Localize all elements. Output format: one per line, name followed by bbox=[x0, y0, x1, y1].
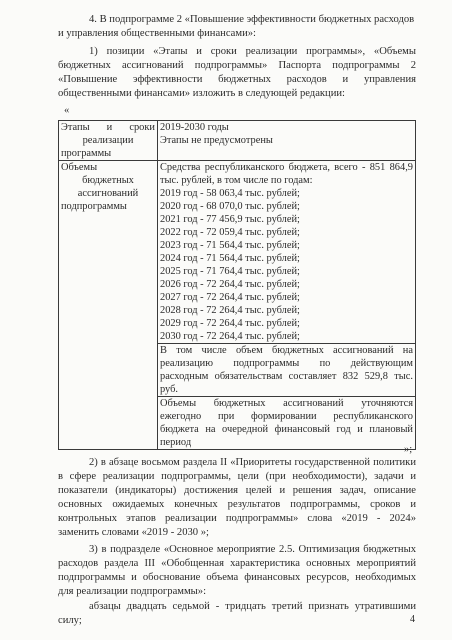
sub2-line3: показатели (индикаторы) достижения целей и решения задач, описание bbox=[58, 485, 416, 496]
sub2-line2: в сфере реализации подпрограммы, цели (при необходимости), задачи и bbox=[58, 471, 416, 482]
funding-total: тыс. рублей, в том числе по годам: bbox=[160, 175, 313, 186]
close-quote: »; bbox=[404, 444, 413, 455]
funding-note-line: период bbox=[160, 437, 192, 448]
funding-including-line: руб. bbox=[160, 384, 179, 395]
stages-period: 2019-2030 годы bbox=[160, 122, 229, 133]
funding-year: 2025 год - 71 764,4 тыс. рублей; bbox=[160, 266, 300, 277]
abz-line1: абзацы двадцать седьмой - тридцать третий признать утратившими bbox=[89, 601, 416, 612]
funding-year: 2021 год - 77 456,9 тыс. рублей; bbox=[160, 214, 300, 225]
sub2-line5: контрольных этапов реализации подпрограммы» слова «2019 - 2024» bbox=[58, 513, 416, 524]
funding-label-line: подпрограммы bbox=[61, 201, 127, 212]
funding-label-line: бюджетных bbox=[82, 175, 134, 186]
funding-value-cell bbox=[158, 161, 416, 450]
funding-note-line: ежегодно при формировании республиканского bbox=[160, 411, 413, 422]
stages-note: Этапы не предусмотрены bbox=[160, 135, 273, 146]
funding-year: 2028 год - 72 264,4 тыс. рублей; bbox=[160, 305, 300, 316]
sub3-line2: расходов раздела III «Обобщенная характеристика основных мероприятий bbox=[58, 558, 416, 569]
funding-year: 2020 год - 68 070,0 тыс. рублей; bbox=[160, 201, 300, 212]
funding-including-line: В том числе объем бюджетных ассигнований на bbox=[160, 345, 413, 356]
funding-label-line: Объемы bbox=[61, 162, 98, 173]
funding-total: Средства республиканского бюджета, всего - 851 864,9 bbox=[160, 162, 413, 173]
funding-year: 2023 год - 71 564,4 тыс. рублей; bbox=[160, 240, 300, 251]
sub2-line6: заменить словами «2019 - 2030 »; bbox=[58, 527, 209, 538]
sub1-line3: «Повышение эффективности бюджетных расходов и управления bbox=[58, 74, 416, 85]
funding-note-line: Объемы бюджетных ассигнований уточняются bbox=[160, 398, 413, 409]
page-number: 4 bbox=[410, 614, 415, 625]
stages-value-cell bbox=[158, 121, 416, 161]
funding-year: 2029 год - 72 264,4 тыс. рублей; bbox=[160, 318, 300, 329]
sub1-line4: общественными финансами» изложить в следующей редакции: bbox=[58, 88, 345, 99]
sub2-line4: основных ожидаемых конечных результатов подпрограммы, сроков и bbox=[58, 499, 416, 510]
funding-year: 2022 год - 72 059,4 тыс. рублей; bbox=[160, 227, 300, 238]
sub1-line1: 1) позиции «Этапы и сроки реализации программы», «Объемы bbox=[89, 46, 416, 57]
table-row bbox=[59, 121, 416, 161]
funding-year: 2030 год - 72 264,4 тыс. рублей; bbox=[160, 331, 300, 342]
sub3-line3: подпрограммы и обоснование объема финансовых ресурсов, необходимых bbox=[58, 572, 416, 583]
funding-year: 2027 год - 72 264,4 тыс. рублей; bbox=[160, 292, 300, 303]
funding-including-block bbox=[158, 343, 415, 396]
funding-year: 2019 год - 58 063,4 тыс. рублей; bbox=[160, 188, 300, 199]
stages-label-line: Этапы и сроки bbox=[61, 122, 155, 133]
sub3-line4: для реализации подпрограммы»: bbox=[58, 586, 207, 597]
sub1-line2: бюджетных ассигнований подпрограммы» Паспорта подпрограммы 2 bbox=[58, 60, 416, 71]
sub3-line1: 3) в подразделе «Основное мероприятие 2.5. Оптимизация бюджетных bbox=[89, 544, 416, 555]
item4-line2: и управления общественными финансами»: bbox=[58, 28, 256, 39]
funding-label-cell bbox=[59, 161, 158, 450]
funding-including-line: реализацию подпрограммы по действующим bbox=[160, 358, 413, 369]
stages-label-line: программы bbox=[61, 148, 112, 159]
open-quote: « bbox=[64, 105, 70, 116]
funding-year: 2026 год - 72 264,4 тыс. рублей; bbox=[160, 279, 300, 290]
abz-line2: силу; bbox=[58, 615, 82, 626]
funding-year: 2024 год - 71 564,4 тыс. рублей; bbox=[160, 253, 300, 264]
funding-note-line: бюджета на очередной финансовый год и плановый bbox=[160, 424, 413, 435]
sub2-line1: 2) в абзаце восьмом раздела II «Приоритеты государственной политики bbox=[89, 457, 416, 468]
table-row bbox=[59, 161, 416, 450]
item4-line1: 4. В подпрограмме 2 «Повышение эффективности бюджетных расходов bbox=[89, 14, 415, 25]
funding-label-line: ассигнований bbox=[77, 188, 139, 199]
stages-label-line: реализации bbox=[82, 135, 134, 146]
funding-including-line: расходным обязательствам составляет 832 529,8 тыс. bbox=[160, 371, 413, 382]
stages-label-cell bbox=[59, 121, 158, 161]
passport-table bbox=[58, 120, 416, 450]
funding-note-block bbox=[158, 396, 415, 449]
